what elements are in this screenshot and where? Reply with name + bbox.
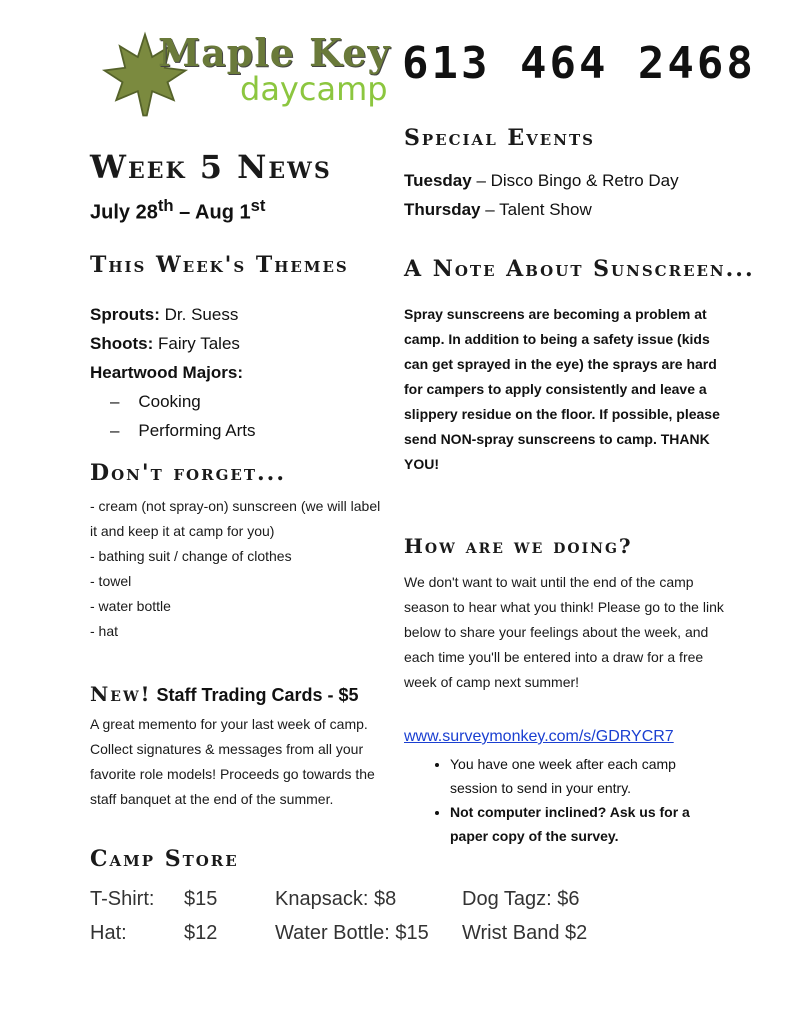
- themes-list: [90, 300, 256, 445]
- trading-title-row: [90, 682, 359, 706]
- store-item-label: T-Shirt:: [90, 888, 155, 910]
- store-item: Dog Tagz: $6: [462, 888, 580, 910]
- list-item: - water bottle: [90, 598, 171, 614]
- new-label: New!: [90, 682, 152, 706]
- survey-bullets: [404, 752, 724, 848]
- list-item: • Not computer inclined? Ask us for a paper copy of the survey.: [450, 800, 724, 848]
- list-item: it and keep it at camp for you): [90, 523, 275, 539]
- logo-title: Maple Key: [158, 30, 391, 75]
- list-item: - hat: [90, 623, 119, 639]
- list-item: • You have one week after each camp session to send in your entry.: [450, 752, 724, 800]
- store-item: Wrist Band $2: [462, 922, 588, 944]
- dates-start-sup: th: [157, 196, 174, 215]
- dont-forget-list: [90, 494, 380, 644]
- dont-forget-heading: Don't forget...: [90, 460, 286, 486]
- store-item-label: Hat:: [90, 922, 127, 944]
- major-item: – Cooking: [110, 392, 201, 411]
- majors-label: Heartwood Majors:: [90, 363, 244, 382]
- event-text: – Disco Bingo & Retro Day: [471, 171, 679, 190]
- event-day: Thursday: [404, 200, 481, 219]
- shoots-label: Shoots:: [90, 334, 154, 353]
- sprouts-label: Sprouts:: [90, 305, 160, 324]
- week-title: Week 5 News: [90, 148, 332, 186]
- shoots-value: Fairy Tales: [158, 334, 240, 353]
- events-heading: Special Events: [404, 125, 595, 151]
- store-item-price: $12: [184, 922, 218, 944]
- events-list: [404, 166, 679, 224]
- major-item: – Performing Arts: [110, 421, 256, 440]
- themes-heading: This Week's Themes: [90, 252, 349, 278]
- dates-start: July 28: [90, 201, 158, 224]
- sunscreen-text: Spray sunscreens are becoming a problem at camp. In addition to being a safety issue (kids can get sprayed in the eye) the sprays are hard for campers to apply consistently and leave a slippery residue on the floor. If possible, please send NON-spray sunscreens to camp. THANK YOU!: [404, 306, 720, 472]
- store-item: Knapsack: $8: [275, 888, 397, 910]
- dates-end-sup: st: [250, 196, 266, 215]
- survey-link[interactable]: www.surveymonkey.com/s/GDRYCR7: [404, 728, 674, 745]
- list-item: - towel: [90, 573, 132, 589]
- trading-title: Staff Trading Cards - $5: [156, 685, 359, 705]
- list-item: - bathing suit / change of clothes: [90, 548, 292, 564]
- sunscreen-heading: A Note About Sunscreen...: [404, 256, 755, 282]
- logo-subtitle: daycamp: [240, 70, 388, 108]
- store-item-price: $15: [184, 888, 218, 910]
- store-item: Water Bottle: $15: [275, 922, 429, 944]
- trading-text: A great memento for your last week of camp. Collect signatures & messages from all your favorite role models! Proceeds go towards the staff banquet at the end of the summer.: [90, 716, 375, 807]
- phone-number: 613 464 2468: [402, 38, 756, 89]
- store-heading: Camp Store: [90, 846, 239, 872]
- list-item: - cream (not spray-on) sunscreen (we will label: [90, 498, 381, 514]
- event-text: – Talent Show: [480, 200, 592, 219]
- survey-link-row: [404, 728, 674, 746]
- event-day: Tuesday: [404, 171, 472, 190]
- doing-text: We don't want to wait until the end of the camp season to hear what you think! Please go to the link below to share your feelings about the week, and each time you'll be entered into a draw for a free week of camp next summer!: [404, 574, 724, 690]
- dates-end: – Aug 1: [173, 201, 251, 224]
- doing-heading: How are we doing?: [404, 534, 633, 558]
- sprouts-value: Dr. Suess: [164, 305, 239, 324]
- week-dates: [90, 196, 265, 225]
